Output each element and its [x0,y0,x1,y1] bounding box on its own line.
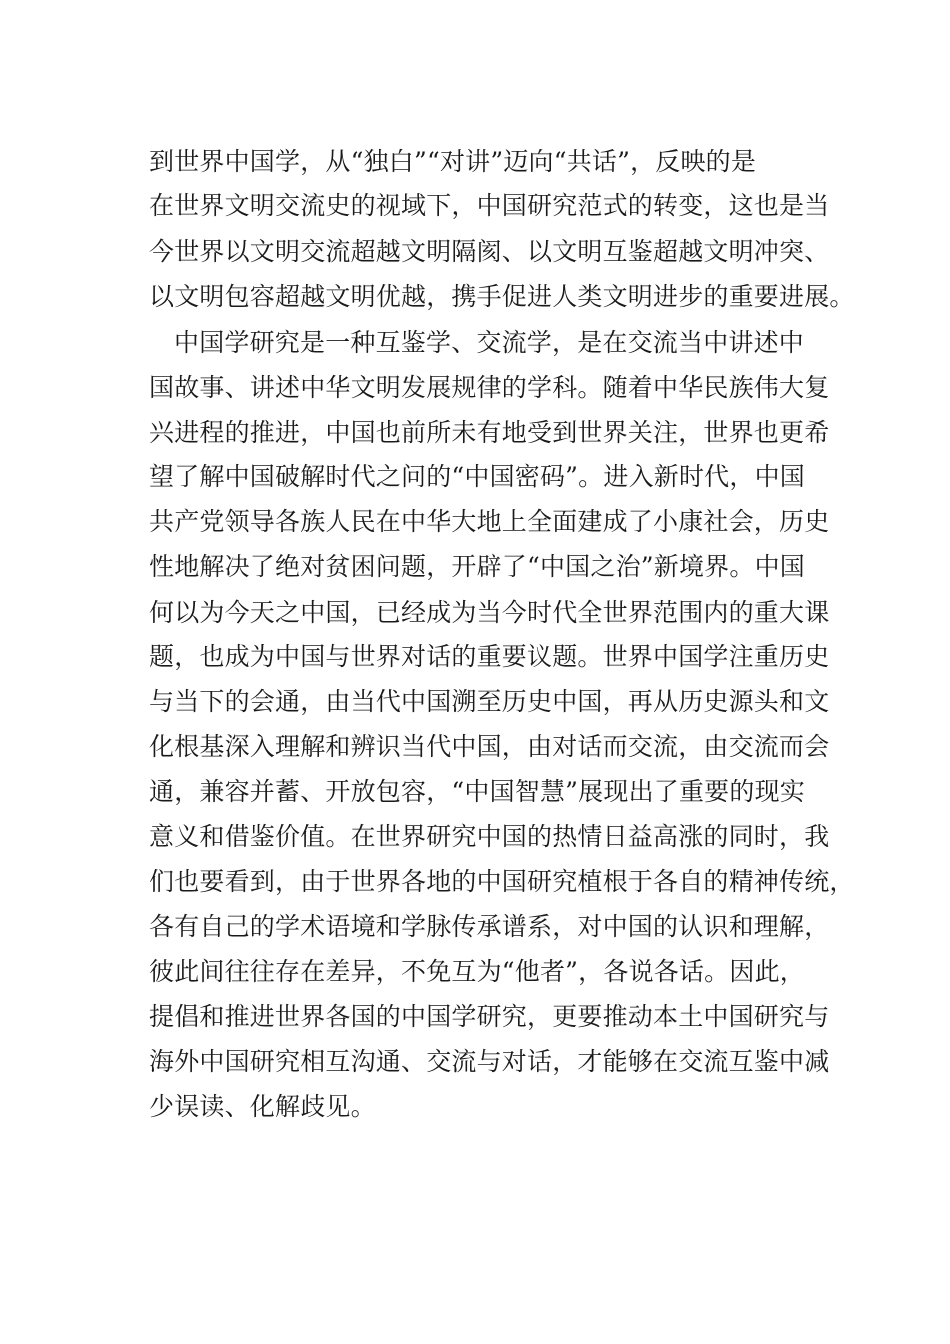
paragraph-1-line-3: 今世界以文明交流超越文明隔阂、以文明互鉴超越文明冲突、 [149,237,830,266]
paragraph-2-line-9: 与当下的会通，由当代中国溯至历史中国，再从历史源头和文 [149,687,830,716]
paragraph-2-line-12: 意义和借鉴价值。在世界研究中国的热情日益高涨的同时，我 [149,822,830,851]
paragraph-1-line-1: 到世界中国学，从“独白”“对讲”迈向“共话”，反映的是 [149,147,757,176]
paragraph-2-line-17: 海外中国研究相互沟通、交流与对话，才能够在交流互鉴中减 [149,1047,830,1076]
paragraph-2-line-13: 们也要看到，由于世界各地的中国研究植根于各自的精神传统， [149,867,855,896]
paragraph-1-line-2: 在世界文明交流史的视域下，中国研究范式的转变，这也是当 [149,191,830,220]
paragraph-2-line-8: 题，也成为中国与世界对话的重要议题。世界中国学注重历史 [149,642,830,671]
paragraph-2-line-4: 望了解中国破解时代之问的“中国密码”。进入新时代，中国 [149,462,805,491]
paragraph-2-line-15: 彼此间往往存在差异，不免互为“他者”，各说各话。因此， [149,957,805,986]
paragraph-2-line-18: 少误读、化解歧见。 [149,1092,376,1121]
paragraph-2-line-2: 国故事、讲述中华文明发展规律的学科。随着中华民族伟大复 [149,373,830,402]
paragraph-2-line-6: 性地解决了绝对贫困问题，开辟了“中国之治”新境界。中国 [149,552,805,581]
paragraph-2-line-10: 化根基深入理解和辨识当代中国，由对话而交流，由交流而会 [149,732,830,761]
paragraph-2-line-5: 共产党领导各族人民在中华大地上全面建成了小康社会，历史 [149,507,830,536]
paragraph-2-line-16: 提倡和推进世界各国的中国学研究，更要推动本土中国研究与 [149,1002,830,1031]
paragraph-2-line-14: 各有自己的学术语境和学脉传承谱系，对中国的认识和理解， [149,912,830,941]
paragraph-2-line-1: 中国学研究是一种互鉴学、交流学，是在交流当中讲述中 [174,328,805,357]
paragraph-2-line-3: 兴进程的推进，中国也前所未有地受到世界关注，世界也更希 [149,418,830,447]
paragraph-2-line-11: 通，兼容并蓄、开放包容，“中国智慧”展现出了重要的现实 [149,777,805,806]
paragraph-1-line-4: 以文明包容超越文明优越，携手促进人类文明进步的重要进展。 [149,282,855,311]
paragraph-2-line-7: 何以为今天之中国，已经成为当今时代全世界范围内的重大课 [149,598,830,627]
